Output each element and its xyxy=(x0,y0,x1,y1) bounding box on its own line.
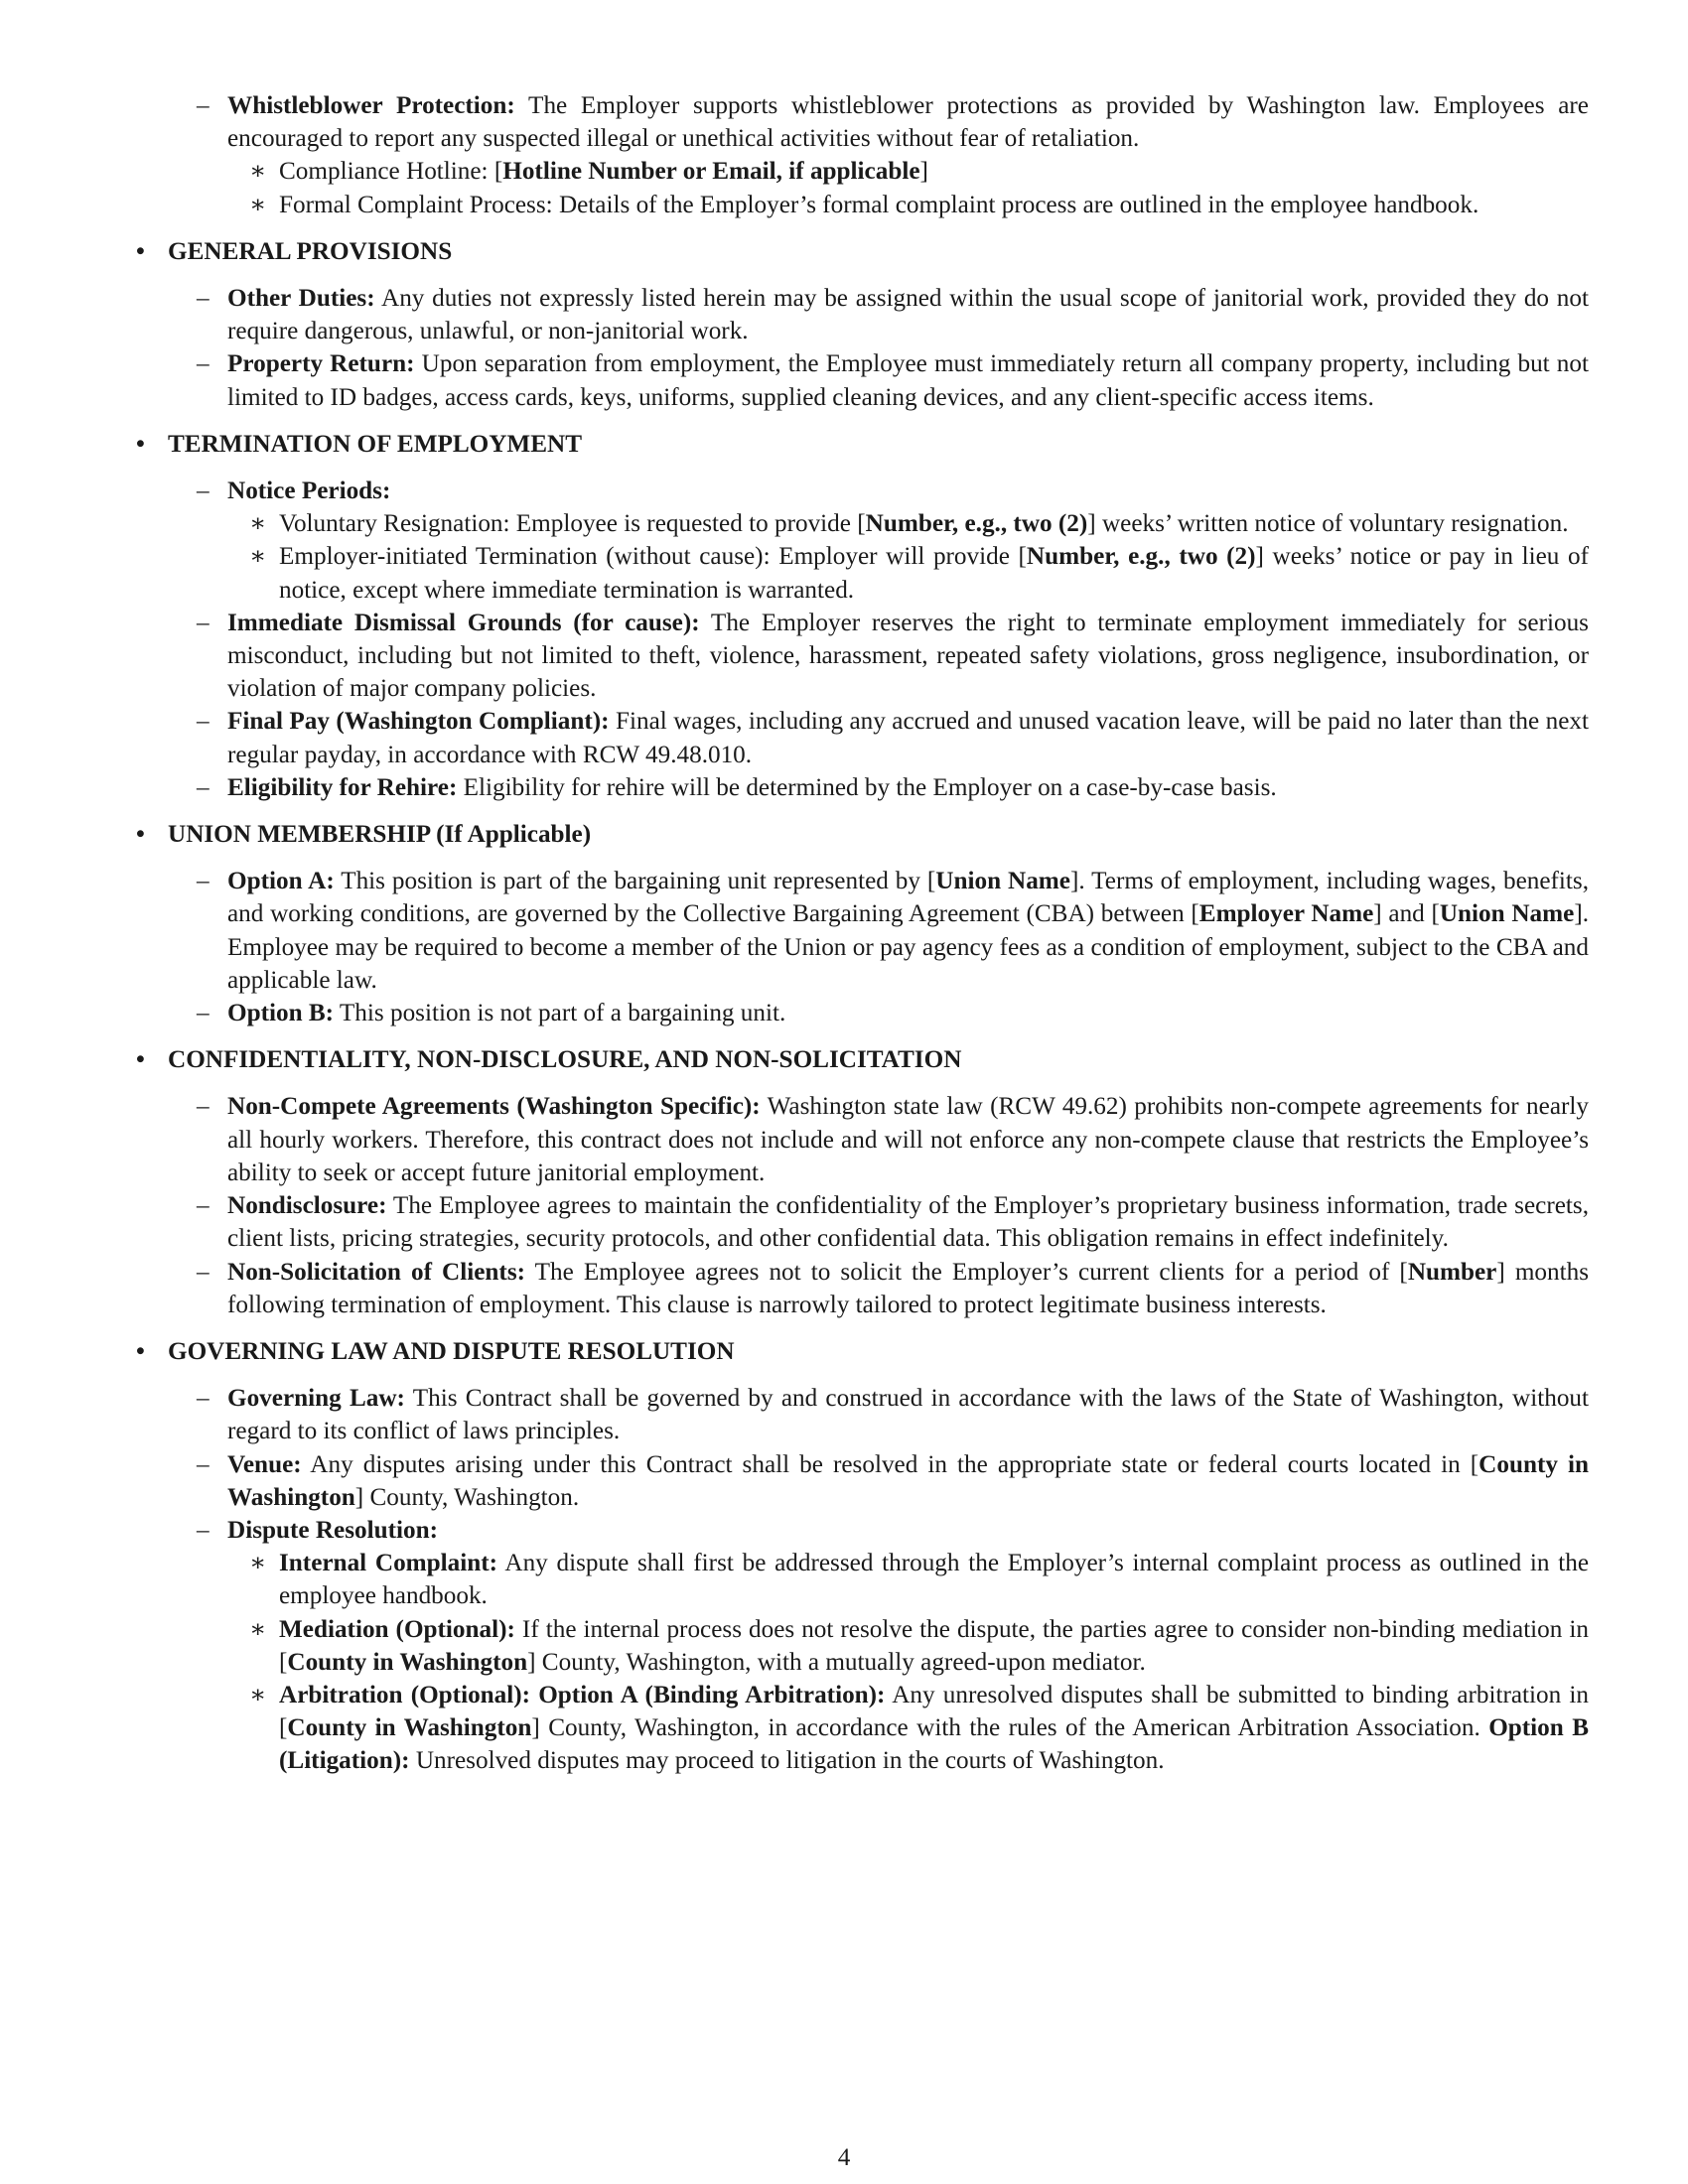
section-heading-governing xyxy=(136,1335,1589,1368)
bold-text: Union Name xyxy=(1439,900,1575,928)
text-run: ] months following termination of employment. This clause is narrowly tailored to protect legitimate business interests. xyxy=(227,1258,1589,1318)
list-item-final-pay xyxy=(197,705,1589,770)
text-run: ] County, Washington, in accordance with the rules of the American Arbitration Association. xyxy=(531,1714,1489,1742)
bold-text: TERMINATION OF EMPLOYMENT xyxy=(168,430,582,458)
text-run: If the internal process does not resolve the dispute, the parties agree to consider non-binding mediation in [ xyxy=(279,1615,1589,1676)
bold-text: Union Name xyxy=(935,868,1070,895)
bullet-marker: • xyxy=(136,1337,145,1365)
dash-marker: – xyxy=(197,1385,210,1413)
bold-text: Property Return: xyxy=(227,350,415,378)
bold-text: Employer Name xyxy=(1198,900,1374,928)
text-run: Upon separation from employment, the Employee must immediately return all company property, including but not limited to ID badges, access cards, keys, uniforms, supplied cleaning devices, and any client-specific access items. xyxy=(227,350,1589,411)
bold-text: Number xyxy=(1407,1258,1497,1286)
bold-text: Internal Complaint: xyxy=(279,1550,498,1577)
bold-text: Immediate Dismissal Grounds (for cause): xyxy=(227,609,700,636)
list-item-notice-periods xyxy=(197,475,1589,507)
section-heading-confidentiality xyxy=(136,1043,1589,1076)
list-item-rehire xyxy=(197,771,1589,804)
list-item-union-option-b xyxy=(197,997,1589,1029)
bold-text: Notice Periods: xyxy=(227,478,391,505)
text-run: ] County, Washington, with a mutually agreed-upon mediator. xyxy=(527,1648,1146,1676)
star-marker: ∗ xyxy=(249,158,267,186)
list-item-governing-law xyxy=(197,1382,1590,1447)
text-run: Final wages, including any accrued and unused vacation leave, will be paid no later than the next regular payday, in accordance with RCW 49.48.010. xyxy=(227,708,1589,768)
sub-list-item-employer-termination xyxy=(249,540,1589,606)
bullet-marker: • xyxy=(136,430,145,458)
list-item-non-solicitation xyxy=(197,1256,1589,1321)
list-item-non-compete xyxy=(197,1090,1589,1189)
text-run: Employer-initiated Termination (without cause): Employer will provide [ xyxy=(279,543,1027,571)
document-body xyxy=(0,89,1688,1778)
text-run: ] xyxy=(919,158,928,186)
dash-marker: – xyxy=(197,868,210,895)
text-run: Unresolved disputes may proceed to litigation in the courts of Washington. xyxy=(409,1747,1165,1775)
dash-marker: – xyxy=(197,609,210,636)
text-run: The Employee agrees not to solicit the Employer’s current clients for a period of [ xyxy=(525,1258,1408,1286)
bold-text: County in Washington xyxy=(287,1714,532,1742)
bold-text: GOVERNING LAW AND DISPUTE RESOLUTION xyxy=(168,1337,735,1365)
sub-list-item-mediation xyxy=(249,1613,1589,1679)
dash-marker: – xyxy=(197,1192,210,1220)
sub-list-item-hotline xyxy=(249,155,1589,188)
text-run: The Employee agrees to maintain the confidentiality of the Employer’s proprietary business information, trade secrets, client lists, pricing strategies, security protocols, and other confidential data. This obligation remains in effect indefinitely. xyxy=(227,1192,1589,1253)
bold-text: Governing Law: xyxy=(227,1385,405,1413)
text-run: Any unresolved disputes shall be submitted to binding arbitration in [ xyxy=(279,1681,1590,1742)
bold-text: Number, e.g., two (2) xyxy=(1026,543,1256,571)
text-run: Voluntary Resignation: Employee is requested to provide [ xyxy=(279,510,866,538)
section-heading-general-provisions xyxy=(136,235,1589,268)
dash-marker: – xyxy=(197,478,210,505)
list-item-nondisclosure xyxy=(197,1189,1589,1255)
dash-marker: – xyxy=(197,773,210,801)
text-run: This position is part of the bargaining unit represented by [ xyxy=(334,868,936,895)
list-item-dispute-resolution xyxy=(197,1514,1589,1547)
bold-text: Other Duties: xyxy=(227,285,375,313)
bold-text: Nondisclosure: xyxy=(227,1192,387,1220)
section-heading-union xyxy=(136,818,1589,851)
document-page xyxy=(0,89,1688,1778)
sub-list-item-formal-complaint xyxy=(249,189,1589,221)
bold-text: Venue: xyxy=(227,1450,302,1478)
dash-marker: – xyxy=(197,1258,210,1286)
star-marker: ∗ xyxy=(249,191,267,218)
star-marker: ∗ xyxy=(249,1615,267,1643)
text-run: Any dispute shall first be addressed through the Employer’s internal complaint process as outlined in the employee handbook. xyxy=(279,1550,1589,1610)
text-run: Eligibility for rehire will be determined by the Employer on a case-by-case basis. xyxy=(457,773,1277,801)
text-run: Any disputes arising under this Contract shall be resolved in the appropriate state or federal courts located in [ xyxy=(301,1450,1479,1478)
bold-text: Mediation (Optional): xyxy=(279,1615,515,1643)
text-run: ]. Terms of employment, including wages, benefits, and working conditions, are governed by the Collective Bargaining Agreement (CBA) between [ xyxy=(227,868,1590,928)
bold-text: County in Washington xyxy=(227,1450,1589,1511)
dash-marker: – xyxy=(197,350,210,378)
list-item-immediate-dismissal xyxy=(197,607,1589,706)
sub-list-item-voluntary-resignation xyxy=(249,507,1589,540)
list-item-property-return xyxy=(197,347,1589,413)
bold-text: Arbitration (Optional): Option A (Binding Arbitration): xyxy=(279,1681,886,1708)
bold-text: Hotline Number or Email, if applicable xyxy=(502,158,920,186)
bullet-marker: • xyxy=(136,821,145,849)
list-item-other-duties xyxy=(197,282,1589,347)
text-run: ] County, Washington. xyxy=(354,1483,580,1511)
bold-text: Option B (Litigation): xyxy=(279,1714,1590,1775)
sub-list-item-arbitration xyxy=(249,1679,1590,1778)
dash-marker: – xyxy=(197,1093,210,1121)
list-item-union-option-a xyxy=(197,865,1590,997)
bold-text: Eligibility for Rehire: xyxy=(227,773,458,801)
text-run: ] weeks’ notice or pay in lieu of notice, except where immediate termination is warranted. xyxy=(279,543,1589,604)
section-heading-termination xyxy=(136,428,1589,461)
list-item-venue xyxy=(197,1448,1589,1514)
bold-text: UNION MEMBERSHIP (If Applicable) xyxy=(168,821,592,849)
dash-marker: – xyxy=(197,708,210,736)
dash-marker: – xyxy=(197,1000,210,1027)
dash-marker: – xyxy=(197,285,210,313)
text-run: Formal Complaint Process: Details of the Employer’s formal complaint process are outlined in the employee handbook. xyxy=(279,191,1479,218)
bold-text: Non-Compete Agreements (Washington Specific): xyxy=(227,1093,761,1121)
bold-text: Dispute Resolution: xyxy=(227,1516,439,1544)
text-run: Washington state law (RCW 49.62) prohibits non-compete agreements for nearly all hourly workers. Therefore, this contract does not include and will not enforce any non-compete clause that restricts the Employee’s ability to seek or accept future janitorial employment. xyxy=(227,1093,1589,1186)
text-run: ] weeks’ written notice of voluntary resignation. xyxy=(1087,510,1569,538)
bullet-marker: • xyxy=(136,237,145,265)
bold-text: CONFIDENTIALITY, NON-DISCLOSURE, AND NON-SOLICITATION xyxy=(168,1046,962,1074)
star-marker: ∗ xyxy=(249,543,267,571)
dash-marker: – xyxy=(197,1450,210,1478)
bold-text: GENERAL PROVISIONS xyxy=(168,237,453,265)
bold-text: Non-Solicitation of Clients: xyxy=(227,1258,526,1286)
text-run: This position is not part of a bargaining unit. xyxy=(334,1000,786,1027)
bold-text: Option A: xyxy=(227,868,335,895)
text-run: The Employer supports whistleblower protections as provided by Washington law. Employees are encouraged to report any suspected illegal or unethical activities without fear of retaliation. xyxy=(227,92,1589,153)
dash-marker: – xyxy=(197,1516,210,1544)
bold-text: Final Pay (Washington Compliant): xyxy=(227,708,610,736)
star-marker: ∗ xyxy=(249,1681,267,1708)
text-run: Any duties not expressly listed herein may be assigned within the usual scope of janitorial work, provided they do not require dangerous, unlawful, or non-janitorial work. xyxy=(227,285,1589,345)
bold-text: Option B: xyxy=(227,1000,335,1027)
bold-text: County in Washington xyxy=(287,1648,528,1676)
page-number: 4 xyxy=(837,2144,851,2171)
bold-text: Whistleblower Protection: xyxy=(227,92,515,119)
star-marker: ∗ xyxy=(249,1550,267,1577)
dash-marker: – xyxy=(197,92,210,119)
sub-list-item-internal-complaint xyxy=(249,1547,1589,1612)
text-run: Compliance Hotline: [ xyxy=(279,158,503,186)
star-marker: ∗ xyxy=(249,510,267,538)
text-run: The Employer reserves the right to terminate employment immediately for serious misconduct, including but not limited to theft, violence, harassment, repeated safety violations, gross negligence, insubordination, or violation of major company policies. xyxy=(227,609,1589,703)
bold-text: Number, e.g., two (2) xyxy=(865,510,1088,538)
bullet-marker: • xyxy=(136,1046,145,1074)
list-item-whistle xyxy=(197,89,1589,155)
text-run: This Contract shall be governed by and construed in accordance with the laws of the State of Washington, without regard to its conflict of laws principles. xyxy=(227,1385,1590,1445)
text-run: ]. Employee may be required to become a member of the Union or pay agency fees as a condition of employment, subject to the CBA and applicable law. xyxy=(227,900,1589,994)
text-run: ] and [ xyxy=(1373,900,1440,928)
